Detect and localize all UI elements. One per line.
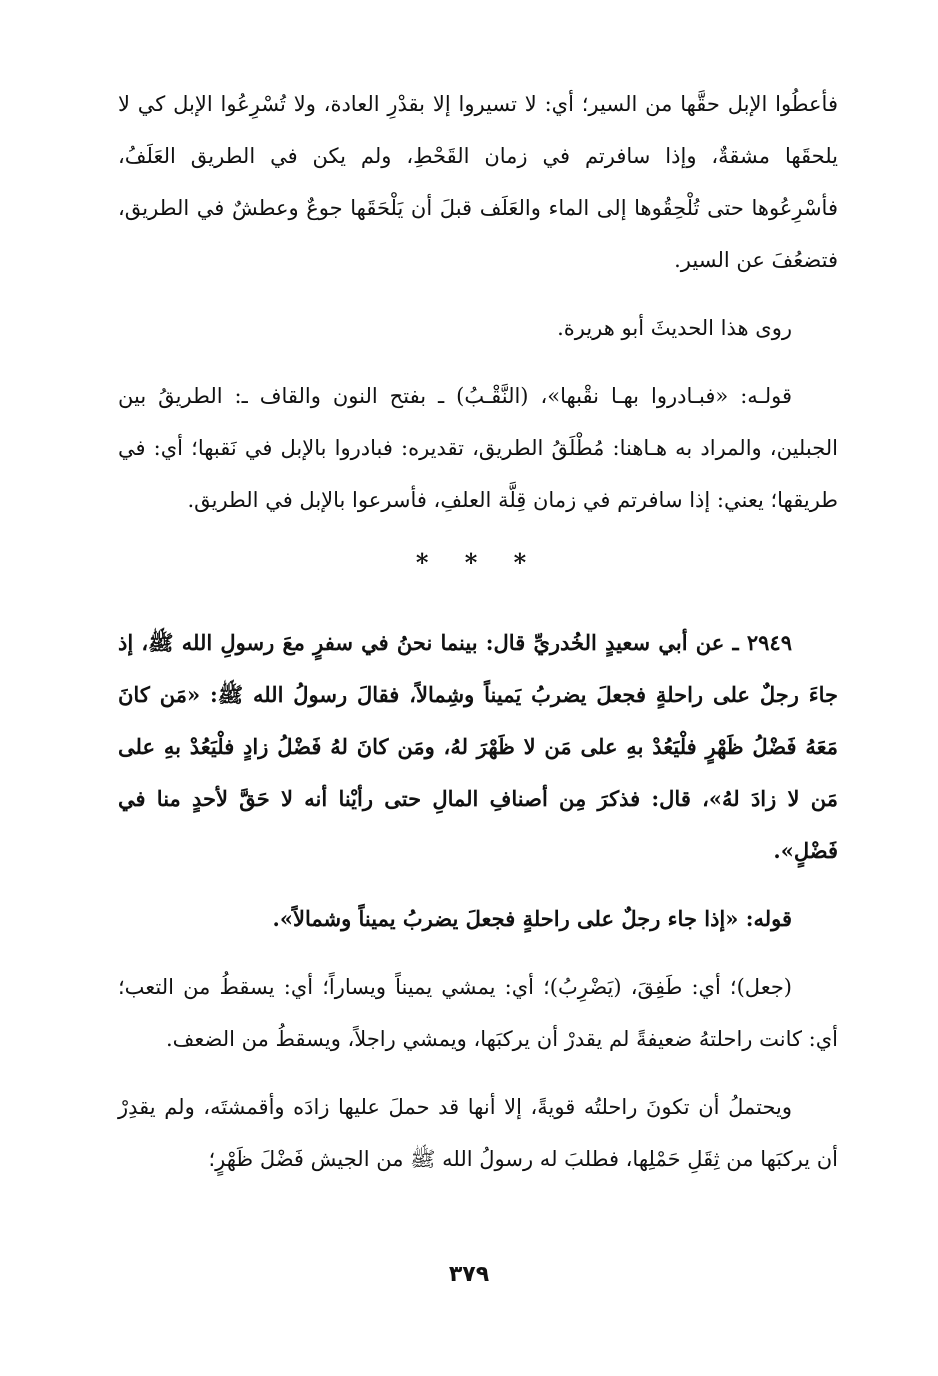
- paragraph-2: روى هذا الحديثَ أبو هريرة.: [557, 316, 792, 340]
- commentary-paragraph-2: ويحتملُ أن تكونَ راحلتُه قويةً، إلا أنها قد حملَ عليها زادَه وأقمشتَه، ولم يقدِرْ أن يركبَها من ثِقَلِ حَمْلِها، فطلبَ له رسولُ الله ﷺ من الجيش فَضْلَ ظَهْرٍ؛: [118, 1095, 838, 1171]
- paragraph-3: قولـه: «فبـادروا بهـا نقْبها»، (النَّقْـبُ) ـ بفتح النون والقاف ـ: الطريقُ بين الجبلين، والمراد به هـاهنا: مُطْلَقُ الطريق، تقديره: فبادروا بالإبل في نَقبها؛ أي: في طريقها؛ يعني: إذا سافرتم في زمان قِلَّة العلفِ، فأسرعوا بالإبل في الطريق.: [118, 384, 838, 512]
- commentary-paragraph-1: (جعل)؛ أي: طَفِقَ، (يَضْرِبُ)؛ أي: يمشي يميناً ويساراً؛ أي: يسقطُ من التعب؛ أي: كانت راحلتهُ ضعيفةً لم يقدرْ أن يركبَها، ويمشي راجلاً، ويسقطُ من الضعف.: [118, 975, 838, 1051]
- quote-paragraph: قوله: «إذا جاء رجلٌ على راحلةٍ فجعلَ يضربُ يميناً وشمالاً».: [272, 906, 792, 931]
- page-body: [118, 78, 838, 1201]
- paragraph-1: فأعطُوا الإبل حقَّها من السير؛ أي: لا تسيروا إلا بقدْرِ العادة، ولا تُسْرِعُوا الإبل كي لا يلحقَها مشقةٌ، وإذا سافرتم في زمان القَحْطِ، ولم يكن في الطريق العَلَفُ، فأسْرِعُوها حتى تُلْحِقُوها إلى الماء والعَلَف قبلَ أن يَلْحَقَها جوعٌ وعطشٌ في الطريق، فتضعُفَ عن السير.: [118, 92, 838, 272]
- section-separator: * * *: [415, 548, 541, 577]
- page-number: ٣٧٩: [448, 1262, 490, 1287]
- hadith-paragraph: ٢٩٤٩ ـ عن أبي سعيدٍ الخُدريِّ قال: بينما نحنُ في سفرٍ معَ رسولِ الله ﷺ، إذ جاءَ رجلٌ على راحلةٍ فجعلَ يضربُ يَميناً وشِمالاً، فقالَ رسولُ الله ﷺ: «مَن كانَ مَعَهُ فَضْلُ ظَهْرٍ فلْيَعُدْ بهِ على مَن لا ظَهْرَ لهُ، ومَن كانَ لهُ فَضْلُ زادٍ فلْيَعُدْ بهِ على مَن لا زادَ لهُ»، قال: فذكرَ مِن أصنافِ المالِ حتى رأيْنا أنه لا حَقَّ لأحدٍ منا في فَضْلٍ».: [118, 630, 838, 863]
